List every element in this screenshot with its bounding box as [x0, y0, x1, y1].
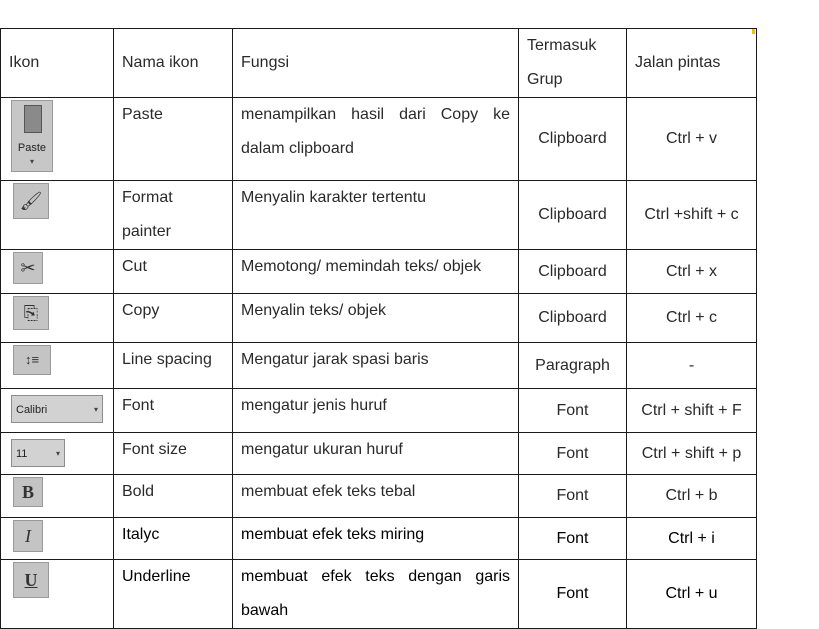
chevron-down-icon: ▾ [55, 449, 60, 458]
row-name: Underline [114, 560, 233, 629]
scissors-icon: ✂ [13, 252, 43, 284]
header-name: Nama ikon [114, 29, 233, 98]
italic-icon: I [13, 520, 43, 552]
row-function: Menyalin karakter tertentu [241, 189, 426, 206]
row-shortcut: Ctrl + shift + p [627, 433, 757, 475]
row-group: Clipboard [519, 181, 627, 250]
table-row [1, 343, 757, 389]
format-painter-icon: 🖌 [13, 183, 49, 219]
row-name: Font size [114, 433, 233, 475]
row-group: Font [519, 560, 627, 629]
row-shortcut: Ctrl + b [627, 475, 757, 518]
row-function: membuat efek teks dengan garis bawah [241, 568, 510, 619]
bold-icon: B [13, 477, 43, 507]
table-row [1, 250, 757, 294]
row-function: mengatur ukuran huruf [241, 441, 403, 458]
chevron-down-icon: ▾ [29, 157, 34, 166]
row-name: Format painter [114, 181, 233, 250]
table-row [1, 560, 757, 629]
table-row [1, 475, 757, 518]
table-row [1, 518, 757, 560]
header-row [1, 29, 757, 98]
row-name: Paste [114, 98, 233, 181]
copy-icon: ⎘ [13, 296, 49, 330]
header-shortcut: Jalan pintas [627, 29, 757, 98]
underline-icon: U [13, 562, 49, 598]
row-shortcut: Ctrl +shift + c [627, 181, 757, 250]
font-selector-value: Calibri [16, 404, 48, 416]
row-name: Font [114, 389, 233, 433]
line-spacing-icon: ↕≡ [13, 345, 51, 375]
row-group: Font [519, 433, 627, 475]
header-group-line1: Termasuk [527, 37, 597, 54]
row-shortcut: Ctrl + v [627, 98, 757, 181]
row-name: Italyc [114, 518, 233, 560]
row-group: Font [519, 389, 627, 433]
paste-icon-label: Paste [17, 142, 47, 154]
row-function: Mengatur jarak spasi baris [241, 351, 429, 368]
table-row [1, 98, 757, 181]
row-shortcut: Ctrl + shift + F [627, 389, 757, 433]
row-function: menampilkan hasil dari Copy ke dalam clipboard [241, 106, 510, 157]
row-shortcut: Ctrl + i [627, 518, 757, 560]
row-group: Clipboard [519, 98, 627, 181]
row-shortcut: Ctrl + c [627, 294, 757, 343]
header-group-line2: Grup [527, 71, 563, 88]
font-size-icon [11, 439, 65, 467]
chevron-down-icon: ▾ [93, 405, 98, 414]
row-name: Copy [114, 294, 233, 343]
row-group: Font [519, 475, 627, 518]
font-size-value: 11 [16, 448, 28, 460]
row-name: Bold [114, 475, 233, 518]
header-function: Fungsi [233, 29, 519, 98]
header-group [519, 29, 627, 98]
row-group: Clipboard [519, 250, 627, 294]
row-group: Clipboard [519, 294, 627, 343]
row-shortcut: - [627, 343, 757, 389]
row-shortcut: Ctrl + x [627, 250, 757, 294]
header-icon: Ikon [1, 29, 114, 98]
row-function: mengatur jenis huruf [241, 397, 387, 414]
table-row [1, 181, 757, 250]
row-group: Paragraph [519, 343, 627, 389]
table-row [1, 294, 757, 343]
row-name: Cut [114, 250, 233, 294]
table-row [1, 433, 757, 475]
table-row [1, 389, 757, 433]
row-function: Menyalin teks/ objek [241, 302, 386, 319]
icon-reference-table [0, 28, 757, 629]
row-group: Font [519, 518, 627, 560]
row-function: membuat efek teks miring [241, 526, 425, 543]
row-function: membuat efek teks tebal [241, 483, 416, 500]
font-selector-icon [11, 395, 103, 423]
row-function: Memotong/ memindah teks/ objek [241, 258, 482, 275]
paste-icon [11, 100, 53, 172]
row-shortcut: Ctrl + u [627, 560, 757, 629]
row-name: Line spacing [114, 343, 233, 389]
